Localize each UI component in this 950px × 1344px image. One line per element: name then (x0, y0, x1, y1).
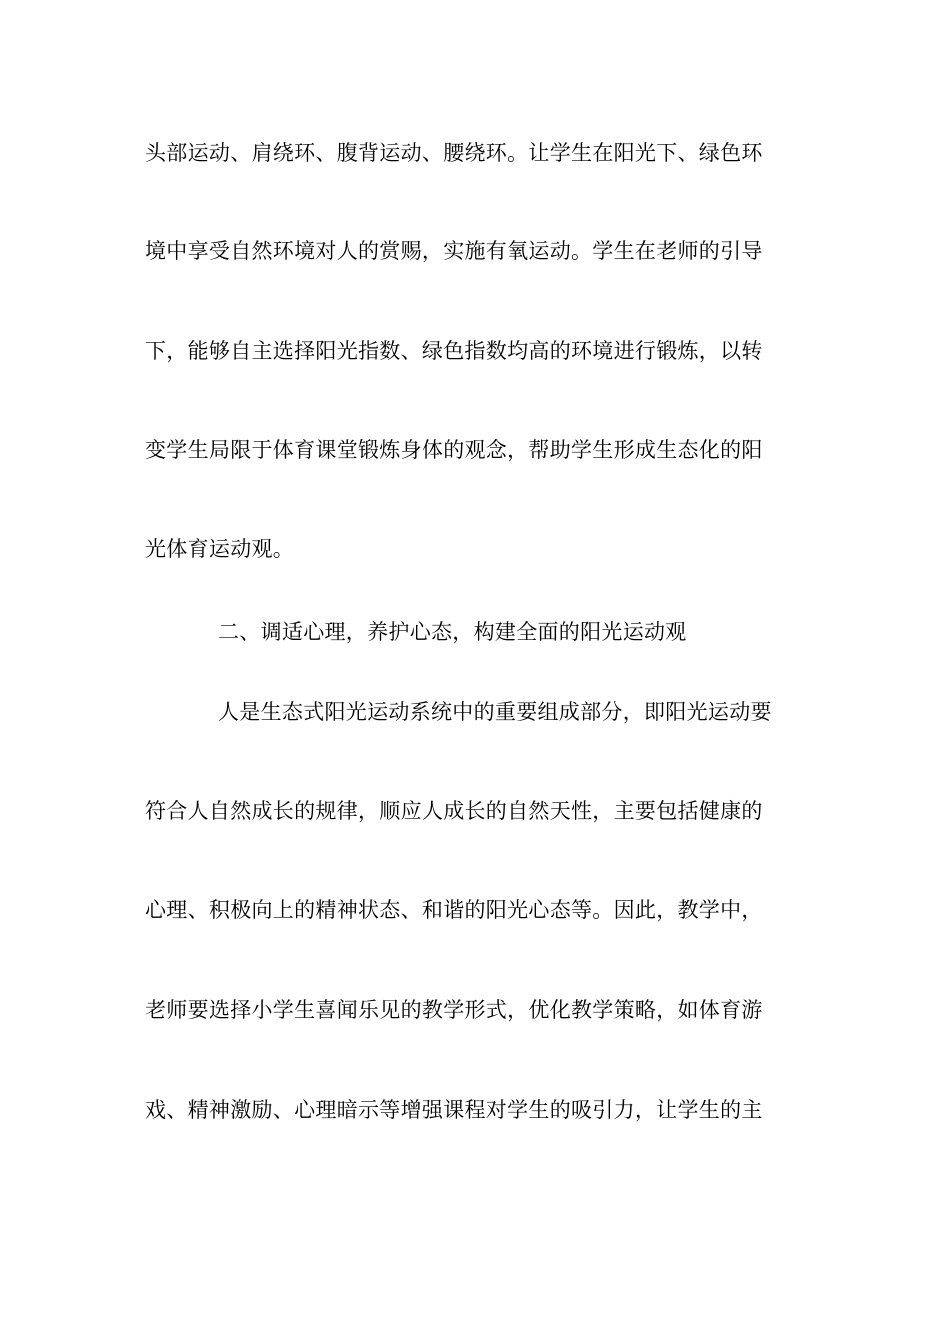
paragraph-line: 符合人自然成长的规律，顺应人成长的自然天性，主要包括健康的 (145, 799, 763, 823)
paragraph-line: 变学生局限于体育课堂锻炼身体的观念，帮助学生形成生态化的阳 (145, 438, 763, 462)
paragraph-line: 境中享受自然环境对人的赏赐，实施有氧运动。学生在老师的引导 (145, 239, 763, 263)
paragraph-line: 心理、积极向上的精神状态、和谐的阳光心态等。因此，教学中， (145, 898, 763, 922)
paragraph-line: 光体育运动观。 (145, 537, 295, 561)
paragraph-line: 头部运动、肩绕环、腹背运动、腰绕环。让学生在阳光下、绿色环 (145, 141, 763, 165)
section-heading: 二、调适心理，养护心态，构建全面的阳光运动观 (218, 620, 687, 644)
paragraph-line: 下，能够自主选择阳光指数、绿色指数均高的环境进行锻炼，以转 (145, 339, 763, 363)
paragraph-line: 老师要选择小学生喜闻乐见的教学形式，优化教学策略，如体育游 (145, 998, 763, 1022)
paragraph-line: 人是生态式阳光运动系统中的重要组成部分，即阳光运动要 (218, 700, 772, 724)
paragraph-line: 戏、精神激励、心理暗示等增强课程对学生的吸引力，让学生的主 (145, 1098, 763, 1122)
